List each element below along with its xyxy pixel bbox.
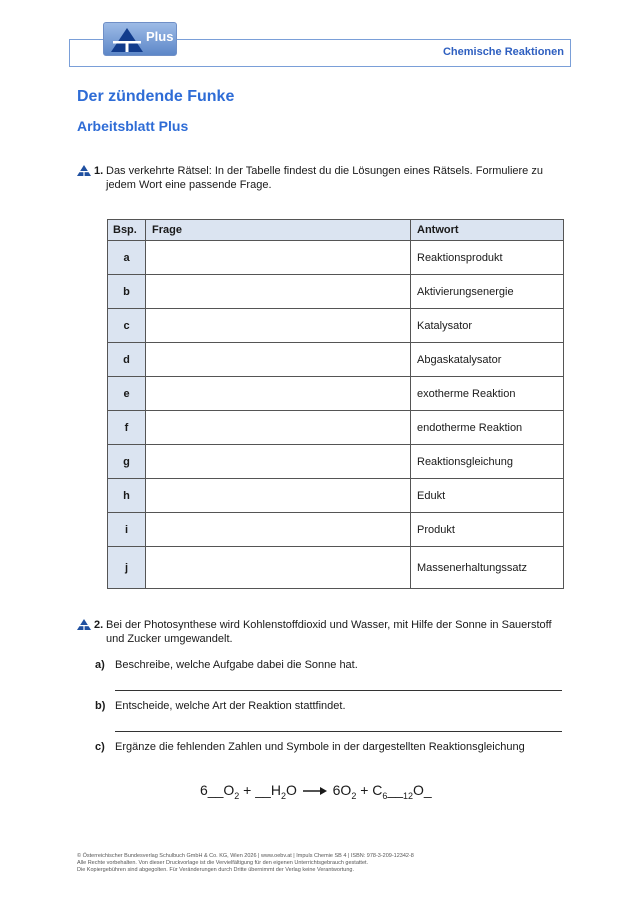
subtask-text: Beschreibe, welche Aufgabe dabei die Sonne hat. bbox=[115, 659, 358, 671]
answer-cell: Reaktionsgleichung bbox=[411, 445, 564, 479]
table-header-row bbox=[108, 220, 564, 241]
question-cell[interactable] bbox=[146, 343, 411, 377]
answer-cell: Edukt bbox=[411, 479, 564, 513]
eq-symbol: O bbox=[223, 782, 235, 798]
eq-subscript: 2 bbox=[280, 790, 286, 801]
row-letter: c bbox=[108, 309, 146, 343]
row-letter: e bbox=[108, 377, 146, 411]
eq-subscript: 2 bbox=[351, 790, 357, 801]
column-header-antwort: Antwort bbox=[411, 220, 564, 241]
table-row bbox=[108, 377, 564, 411]
answer-cell: endotherme Reaktion bbox=[411, 411, 564, 445]
question-cell[interactable] bbox=[146, 445, 411, 479]
plus-logo bbox=[103, 22, 177, 56]
question-cell[interactable] bbox=[146, 547, 411, 589]
task-number: 2. bbox=[94, 619, 104, 631]
subtask-text: Ergänze die fehlenden Zahlen und Symbole in der dargestellten Reaktionsgleichung bbox=[115, 741, 525, 753]
subtask-a bbox=[95, 659, 358, 671]
reaction-arrow-icon bbox=[303, 786, 327, 796]
column-header-frage: Frage bbox=[146, 220, 411, 241]
triangle-logo-icon bbox=[110, 27, 144, 53]
subtask-b bbox=[95, 700, 346, 712]
eq-symbol: O bbox=[413, 782, 424, 798]
table-row bbox=[108, 445, 564, 479]
eq-plus: + C bbox=[356, 782, 383, 798]
page-title: Der zündende Funke bbox=[77, 88, 235, 105]
subtask-label: b) bbox=[95, 700, 106, 712]
task-1 bbox=[77, 164, 567, 192]
table-row bbox=[108, 479, 564, 513]
eq-blank[interactable]: __ bbox=[387, 782, 404, 798]
subtask-c bbox=[95, 741, 525, 753]
answer-cell: Aktivierungsenergie bbox=[411, 275, 564, 309]
table-row bbox=[108, 275, 564, 309]
task-number: 1. bbox=[94, 165, 104, 177]
question-cell[interactable] bbox=[146, 241, 411, 275]
answer-cell: Massenerhaltungssatz bbox=[411, 547, 564, 589]
eq-subscript: 12 bbox=[403, 790, 414, 801]
subtask-label: a) bbox=[95, 659, 105, 671]
row-letter: f bbox=[108, 411, 146, 445]
riddle-table bbox=[107, 219, 564, 589]
answer-cell: Reaktionsprodukt bbox=[411, 241, 564, 275]
reaction-equation bbox=[200, 782, 432, 801]
subtask-text: Entscheide, welche Art der Reaktion stattfindet. bbox=[115, 700, 346, 712]
row-letter: h bbox=[108, 479, 146, 513]
eq-blank[interactable]: __ bbox=[255, 782, 271, 798]
eq-product: 6O bbox=[332, 782, 352, 798]
question-cell[interactable] bbox=[146, 377, 411, 411]
eq-symbol: O bbox=[285, 782, 297, 798]
footer bbox=[77, 853, 567, 874]
column-header-bsp: Bsp. bbox=[108, 220, 146, 241]
eq-blank[interactable]: __ bbox=[207, 782, 224, 798]
row-letter: g bbox=[108, 445, 146, 479]
footer-line: Alle Rechte vorbehalten. Von dieser Druckvorlage ist die Vervielfältigung für den eigenen Unterrichtsgebrauch gestattet. bbox=[77, 860, 369, 866]
question-cell[interactable] bbox=[146, 479, 411, 513]
answer-cell: exotherme Reaktion bbox=[411, 377, 564, 411]
eq-plus: + bbox=[239, 782, 256, 798]
difficulty-triangle-icon bbox=[77, 619, 91, 630]
table-row bbox=[108, 309, 564, 343]
question-cell[interactable] bbox=[146, 275, 411, 309]
row-letter: d bbox=[108, 343, 146, 377]
row-letter: j bbox=[108, 547, 146, 589]
question-cell[interactable] bbox=[146, 411, 411, 445]
question-cell[interactable] bbox=[146, 309, 411, 343]
eq-blank[interactable]: _ bbox=[423, 782, 432, 798]
row-letter: a bbox=[108, 241, 146, 275]
task-text: Das verkehrte Rätsel: In der Tabelle findest du die Lösungen eines Rätsels. Formuliere zu jedem Wort eine passende Frage. bbox=[106, 165, 543, 191]
subtask-label: c) bbox=[95, 741, 105, 753]
eq-subscript: 6 bbox=[382, 790, 388, 801]
answer-cell: Katalysator bbox=[411, 309, 564, 343]
question-cell[interactable] bbox=[146, 513, 411, 547]
row-letter: i bbox=[108, 513, 146, 547]
footer-line: Die Kopiergebühren sind abgegolten. Für Veränderungen durch Dritte übernimmt der Verlag keine Verantwortung. bbox=[77, 867, 355, 873]
eq-subscript: 2 bbox=[234, 790, 240, 801]
answer-cell: Produkt bbox=[411, 513, 564, 547]
eq-symbol: H bbox=[270, 782, 281, 798]
difficulty-triangle-icon bbox=[77, 165, 91, 176]
logo-text: Plus bbox=[146, 29, 174, 44]
page-subtitle: Arbeitsblatt Plus bbox=[77, 118, 189, 134]
answer-line[interactable] bbox=[115, 731, 562, 732]
row-letter: b bbox=[108, 275, 146, 309]
footer-line: © Österreichischer Bundesverlag Schulbuch GmbH & Co. KG, Wien 2026 | www.oebv.at | Impuls Chemie SB 4 | ISBN: 978-3-209-12342-8 bbox=[77, 853, 414, 859]
table-row bbox=[108, 513, 564, 547]
task-text: Bei der Photosynthese wird Kohlenstoffdioxid und Wasser, mit Hilfe der Sonne in Sauerstoff und Zucker umgewandelt. bbox=[106, 619, 552, 645]
answer-cell: Abgaskatalysator bbox=[411, 343, 564, 377]
eq-coefficient: 6 bbox=[200, 782, 208, 798]
table-row bbox=[108, 411, 564, 445]
header-title: Chemische Reaktionen bbox=[442, 46, 564, 58]
table-row bbox=[108, 547, 564, 589]
table-row bbox=[108, 241, 564, 275]
table-row bbox=[108, 343, 564, 377]
answer-line[interactable] bbox=[115, 690, 562, 691]
task-2 bbox=[77, 618, 567, 646]
